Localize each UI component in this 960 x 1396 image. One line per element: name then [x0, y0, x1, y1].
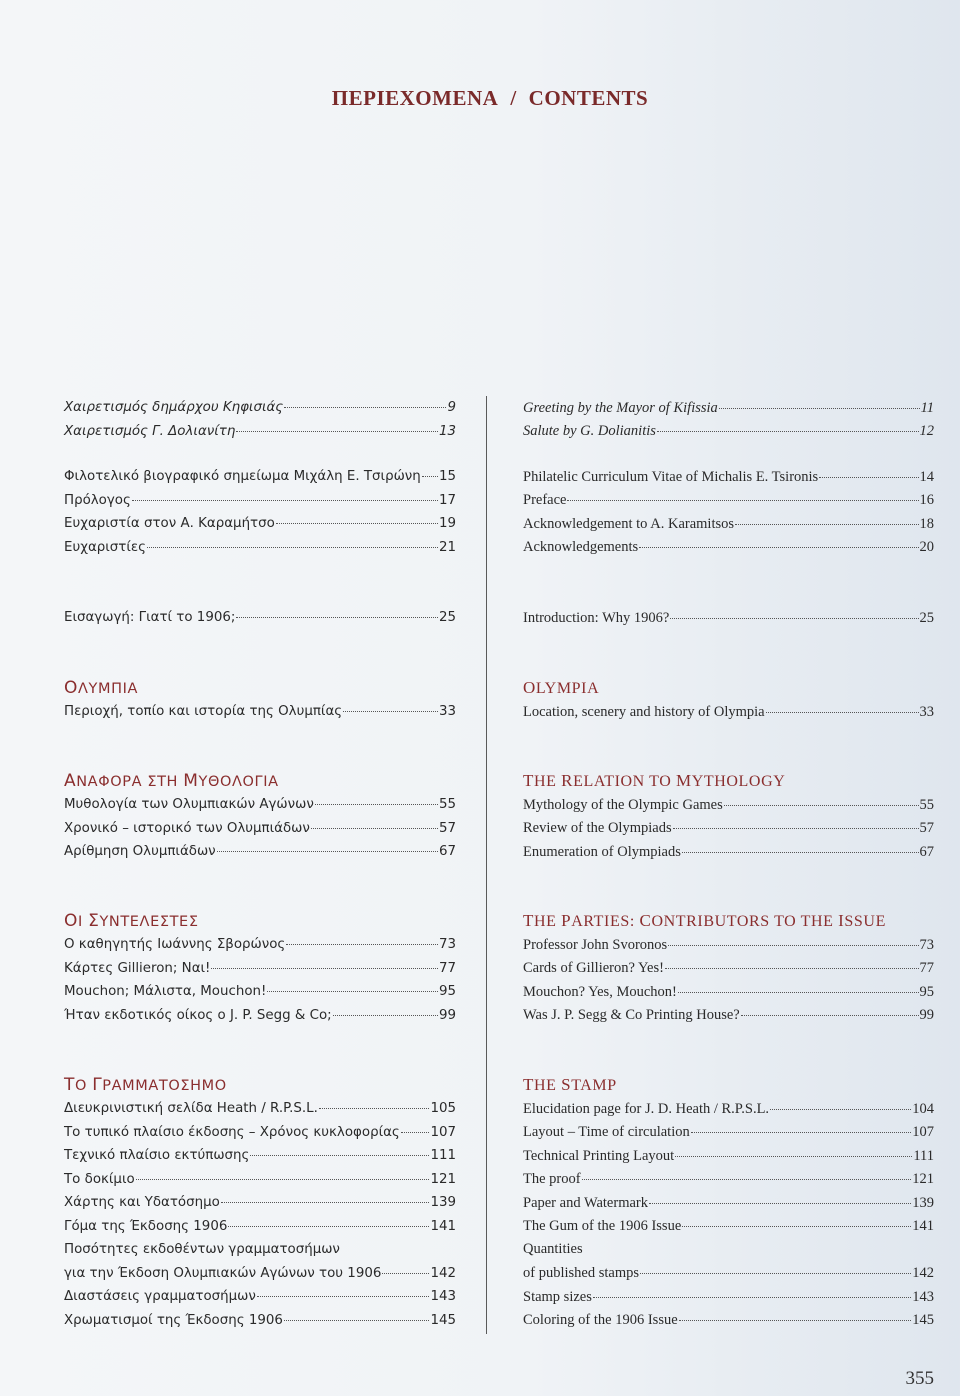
dot-leader — [593, 1282, 911, 1298]
toc-entry — [64, 933, 456, 957]
toc-entry-page: 20 — [919, 539, 934, 555]
dot-leader — [136, 1165, 430, 1179]
dot-leader — [770, 1094, 911, 1110]
greek-section-olympia — [64, 676, 456, 724]
toc-entry-title: για την Έκδοση Ολυμπιακών Αγώνων του 1906 — [64, 1265, 382, 1281]
toc-entry-page: 143 — [430, 1289, 456, 1304]
toc-entry-page: 73 — [919, 936, 934, 953]
dot-leader — [719, 393, 920, 409]
toc-entry-page: 141 — [912, 1218, 934, 1234]
toc-entry-title: Professor John Svoronos — [523, 936, 668, 953]
section-heading: ΟΙ ΣΥΝΤΕΛΕΣΤΕΣ — [64, 911, 199, 931]
toc-entry-title: Τεχνικό πλαίσιο εκτύπωσης — [64, 1148, 250, 1163]
toc-entry-title: Greeting by the Mayor of Kifissia — [523, 399, 718, 416]
toc-entry — [64, 1285, 456, 1309]
dot-leader — [678, 977, 919, 993]
dot-leader — [584, 1236, 933, 1251]
toc-entry — [64, 489, 456, 513]
toc-entry-page: 13 — [438, 423, 456, 439]
toc-entry-title: Quantities — [523, 1241, 583, 1257]
toc-entry-title: Φιλοτελικό βιογραφικό σημείωμα Μιχάλη Ε. Τσιρώνη — [64, 469, 421, 484]
title-separator: / — [510, 86, 517, 110]
toc-entry-title: Ήταν εκδοτικός οίκος ο J. P. Segg & Co; — [64, 1007, 332, 1023]
toc-entry-title: Διευκρινιστική σελίδα Heath / R.P.S.L. — [64, 1101, 318, 1116]
greek-section-stamp — [64, 1073, 456, 1332]
dot-leader — [236, 417, 438, 431]
toc-entry-title: Stamp sizes — [523, 1288, 592, 1305]
dot-leader — [422, 463, 438, 477]
toc-entry-title: Acknowledgements — [523, 539, 639, 555]
dot-leader — [276, 510, 438, 524]
greek-section-mythology — [64, 769, 456, 864]
toc-entry-title: Review of the Olympiads — [523, 820, 672, 836]
toc-entry — [64, 1191, 456, 1215]
toc-entry-title: Διαστάσεις γραμματοσήμων — [64, 1289, 256, 1304]
dot-leader — [315, 791, 438, 805]
toc-entry — [64, 1238, 456, 1262]
section-heading: ΤΟ ΓΡΑΜΜΑΤΟΣΗΜΟ — [64, 1075, 227, 1095]
toc-entry — [523, 536, 934, 560]
dot-leader — [284, 394, 446, 408]
toc-entry-page: 14 — [919, 468, 934, 485]
page-number: 355 — [905, 1368, 934, 1389]
toc-entry-title: of published stamps — [523, 1265, 639, 1281]
dot-leader — [640, 1259, 911, 1275]
toc-entry-page: 55 — [919, 796, 934, 813]
toc-entry-title: Coloring of the 1906 Issue — [523, 1312, 678, 1328]
dot-leader — [257, 1283, 430, 1297]
dot-leader — [401, 1118, 430, 1132]
dot-leader — [675, 1141, 912, 1157]
toc-entry-page: 142 — [912, 1265, 934, 1281]
toc-entry-page: 17 — [438, 492, 456, 508]
toc-entry-title: Philatelic Curriculum Vitae of Michalis E. Tsironis — [523, 468, 819, 485]
toc-entry — [523, 840, 934, 864]
toc-entry — [64, 465, 456, 489]
greek-section-introduction — [64, 606, 456, 630]
toc-entry — [523, 420, 934, 444]
toc-entry-page: 107 — [430, 1124, 456, 1140]
toc-entry-title: Mouchon? Yes, Mouchon! — [523, 983, 677, 1000]
dot-leader — [284, 1306, 430, 1320]
toc-entry — [64, 1262, 456, 1286]
toc-entry-page: 18 — [919, 515, 934, 532]
toc-entry-title: Χρονικό – ιστορικό των Ολυμπιάδων — [64, 820, 310, 836]
dot-leader — [673, 814, 919, 830]
toc-entry-title: Location, scenery and history of Olympia — [523, 703, 765, 720]
toc-entry-title: Ευχαριστίες — [64, 539, 146, 555]
toc-entry-title: The Gum of the 1906 Issue — [523, 1218, 682, 1234]
english-section-introduction — [523, 606, 934, 630]
toc-entry-title: Technical Printing Layout — [523, 1147, 675, 1164]
dot-leader — [311, 814, 438, 828]
toc-entry — [64, 840, 456, 864]
toc-entry-page: 25 — [919, 609, 934, 626]
toc-entry-page: 77 — [438, 960, 456, 976]
toc-entry-page: 142 — [430, 1265, 456, 1281]
dot-leader — [682, 1212, 911, 1228]
toc-entry-title: Ποσότητες εκδοθέντων γραμματοσήμων — [64, 1242, 340, 1257]
section-heading: ΟΛΥΜΠΙΑ — [64, 678, 138, 698]
greek-section-front-matter — [64, 465, 456, 559]
toc-entry-title: Πρόλογος — [64, 492, 131, 508]
dot-leader — [649, 1188, 911, 1204]
dot-leader — [679, 1306, 912, 1322]
toc-entry-page: 9 — [447, 400, 456, 415]
toc-entry-title: Αρίθμηση Ολυμπιάδων — [64, 844, 216, 859]
toc-entry-title: Μυθολογία των Ολυμπιακών Αγώνων — [64, 797, 314, 812]
toc-entry-page: 139 — [912, 1194, 934, 1211]
toc-entry-title: Κάρτες Gillieron; Ναι! — [64, 960, 211, 976]
toc-entry-title: Preface — [523, 492, 567, 508]
section-heading: THE RELATION TO MYTHOLOGY — [523, 771, 786, 790]
section-heading: ΑΝΑΦΟΡΑ ΣΤΗ ΜΥΘΟΛΟΓΙΑ — [64, 771, 279, 791]
toc-entry — [523, 1309, 934, 1333]
toc-entry — [64, 1168, 456, 1192]
toc-entry-page: 95 — [919, 983, 934, 1000]
toc-entry-title: Mouchon; Μάλιστα, Mouchon! — [64, 984, 267, 999]
toc-entry-title: Χαιρετισμός δημάρχου Κηφισιάς — [64, 400, 284, 415]
dot-leader — [147, 533, 438, 547]
dot-leader — [286, 931, 438, 945]
dot-leader — [228, 1212, 429, 1226]
greek-section-greetings — [64, 396, 456, 443]
english-section-greetings — [523, 396, 934, 443]
dot-leader — [250, 1142, 429, 1156]
dot-leader — [691, 1118, 912, 1134]
toc-entry — [64, 512, 456, 536]
toc-entry-page: 121 — [912, 1171, 934, 1187]
toc-entry — [64, 793, 456, 817]
toc-entry-title: Ο καθηγητής Ιωάννης Σβορώνος — [64, 937, 286, 952]
toc-entry — [64, 396, 456, 420]
toc-entry — [523, 700, 934, 724]
dot-leader — [343, 698, 438, 712]
column-divider — [486, 396, 487, 1334]
dot-leader — [668, 930, 918, 946]
dot-leader — [236, 604, 438, 618]
dot-leader — [319, 1095, 430, 1109]
dot-leader — [132, 486, 438, 500]
toc-entry — [64, 817, 456, 841]
toc-entry-title: Χάρτης και Υδατόσημο — [64, 1195, 220, 1210]
toc-entry-title: Γόμα της Έκδοσης 1906 — [64, 1218, 228, 1234]
toc-entry-title: Mythology of the Olympic Games — [523, 796, 723, 813]
toc-entry — [523, 606, 934, 630]
toc-entry — [64, 700, 456, 724]
dot-leader — [657, 417, 919, 433]
toc-entry — [64, 420, 456, 444]
dot-leader — [221, 1189, 430, 1203]
section-heading: THE PARTIES: CONTRIBUTORS TO THE ISSUE — [523, 911, 886, 930]
toc-entry-title: Salute by G. Dolianitis — [523, 423, 656, 439]
dot-leader — [665, 954, 919, 970]
toc-entry — [64, 536, 456, 560]
toc-entry-page: 73 — [438, 937, 456, 952]
toc-entry-page: 143 — [912, 1288, 934, 1305]
toc-entry-page: 107 — [912, 1124, 934, 1140]
toc-entry-page: 139 — [430, 1195, 456, 1210]
toc-entry — [64, 1097, 456, 1121]
toc-entry-page: 16 — [919, 492, 934, 508]
toc-entry-page: 67 — [919, 843, 934, 860]
toc-entry-title: Layout – Time of circulation — [523, 1124, 690, 1140]
toc-entry-title: Acknowledgement to A. Karamitsos — [523, 515, 735, 532]
toc-entry-title: Το δοκίμιο — [64, 1171, 135, 1187]
toc-entry-page: 105 — [430, 1101, 456, 1116]
toc-entry-page: 95 — [438, 984, 456, 999]
title-greek: ΠΕΡΙΕΧΟΜΕΝΑ — [331, 86, 499, 110]
dot-leader — [819, 462, 918, 478]
dot-leader — [766, 697, 919, 713]
toc-entry-title: The proof — [523, 1171, 581, 1187]
dot-leader — [724, 790, 919, 806]
dot-leader — [735, 509, 918, 525]
toc-entry-page: 104 — [912, 1100, 934, 1117]
english-section-stamp — [523, 1073, 934, 1332]
toc-entry — [64, 957, 456, 981]
greek-section-contributors — [64, 909, 456, 1027]
toc-entry — [64, 1144, 456, 1168]
english-section-front-matter — [523, 465, 934, 559]
english-section-contributors — [523, 909, 934, 1027]
toc-entry-page: 57 — [919, 820, 934, 836]
toc-entry — [523, 1004, 934, 1028]
toc-entry — [64, 606, 456, 630]
toc-entry-page: 145 — [912, 1312, 934, 1328]
toc-entry-page: 33 — [919, 703, 934, 720]
toc-entry-page: 99 — [919, 1007, 934, 1023]
toc-entry-page: 121 — [430, 1171, 456, 1187]
toc-entry-page: 111 — [430, 1148, 456, 1163]
section-heading: THE STAMP — [523, 1075, 617, 1094]
toc-entry-title: Περιοχή, τοπίο και ιστορία της Ολυμπίας — [64, 704, 343, 719]
toc-entry — [64, 1309, 456, 1333]
toc-entry-page: 12 — [919, 423, 934, 439]
dot-leader — [333, 1001, 438, 1015]
dot-leader — [670, 603, 918, 619]
toc-entry-page: 55 — [438, 797, 456, 812]
dot-leader — [267, 978, 438, 992]
dot-leader — [582, 1165, 912, 1181]
dot-leader — [639, 533, 918, 549]
toc-entry — [64, 1121, 456, 1145]
toc-entry-title: Ευχαριστία στον Α. Καραμήτσο — [64, 516, 275, 531]
toc-entry-page: 57 — [438, 820, 456, 836]
toc-entry-title: Εισαγωγή: Γιατί το 1906; — [64, 610, 236, 625]
toc-entry-page: 11 — [920, 399, 934, 416]
title-english: CONTENTS — [528, 86, 649, 110]
section-heading: OLYMPIA — [523, 678, 600, 697]
toc-entry-title: Paper and Watermark — [523, 1194, 648, 1211]
toc-entry-page: 21 — [438, 539, 456, 555]
toc-entry-page: 67 — [438, 844, 456, 859]
page-title — [0, 86, 960, 111]
toc-entry-page: 15 — [438, 469, 456, 484]
toc-entry — [64, 980, 456, 1004]
toc-entry — [64, 1215, 456, 1239]
toc-entry-title: Χρωματισμοί της Έκδοσης 1906 — [64, 1312, 283, 1328]
toc-entry — [64, 1004, 456, 1028]
english-section-mythology — [523, 769, 934, 864]
dot-leader — [741, 1001, 919, 1017]
english-section-olympia — [523, 676, 934, 724]
toc-entry-title: Was J. P. Segg & Co Printing House? — [523, 1007, 740, 1023]
toc-entry-page: 77 — [919, 960, 934, 976]
toc-entry — [523, 1215, 934, 1239]
toc-entry-title: Enumeration of Olympiads — [523, 843, 681, 860]
dot-leader — [211, 954, 438, 968]
toc-entry-title: Introduction: Why 1906? — [523, 609, 670, 626]
dot-leader — [682, 837, 919, 853]
dot-leader — [341, 1237, 455, 1250]
toc-entry-page: 141 — [430, 1218, 456, 1234]
dot-leader — [567, 486, 918, 502]
toc-entry-title: Cards of Gillieron? Yes! — [523, 960, 664, 976]
toc-entry-page: 99 — [438, 1007, 456, 1023]
toc-entry-title: Χαιρετισμός Γ. Δολιανίτη — [64, 423, 236, 439]
toc-entry-page: 33 — [438, 704, 456, 719]
dot-leader — [217, 838, 438, 852]
toc-entry-page: 25 — [438, 610, 456, 625]
toc-entry-title: Elucidation page for J. D. Heath / R.P.S.L. — [523, 1100, 770, 1117]
dot-leader — [382, 1259, 429, 1273]
toc-entry-page: 111 — [913, 1147, 934, 1164]
toc-entry-title: Το τυπικό πλαίσιο έκδοσης – Χρόνος κυκλοφορίας — [64, 1124, 400, 1140]
toc-entry-page: 145 — [430, 1312, 456, 1328]
toc-entry-page: 19 — [438, 516, 456, 531]
